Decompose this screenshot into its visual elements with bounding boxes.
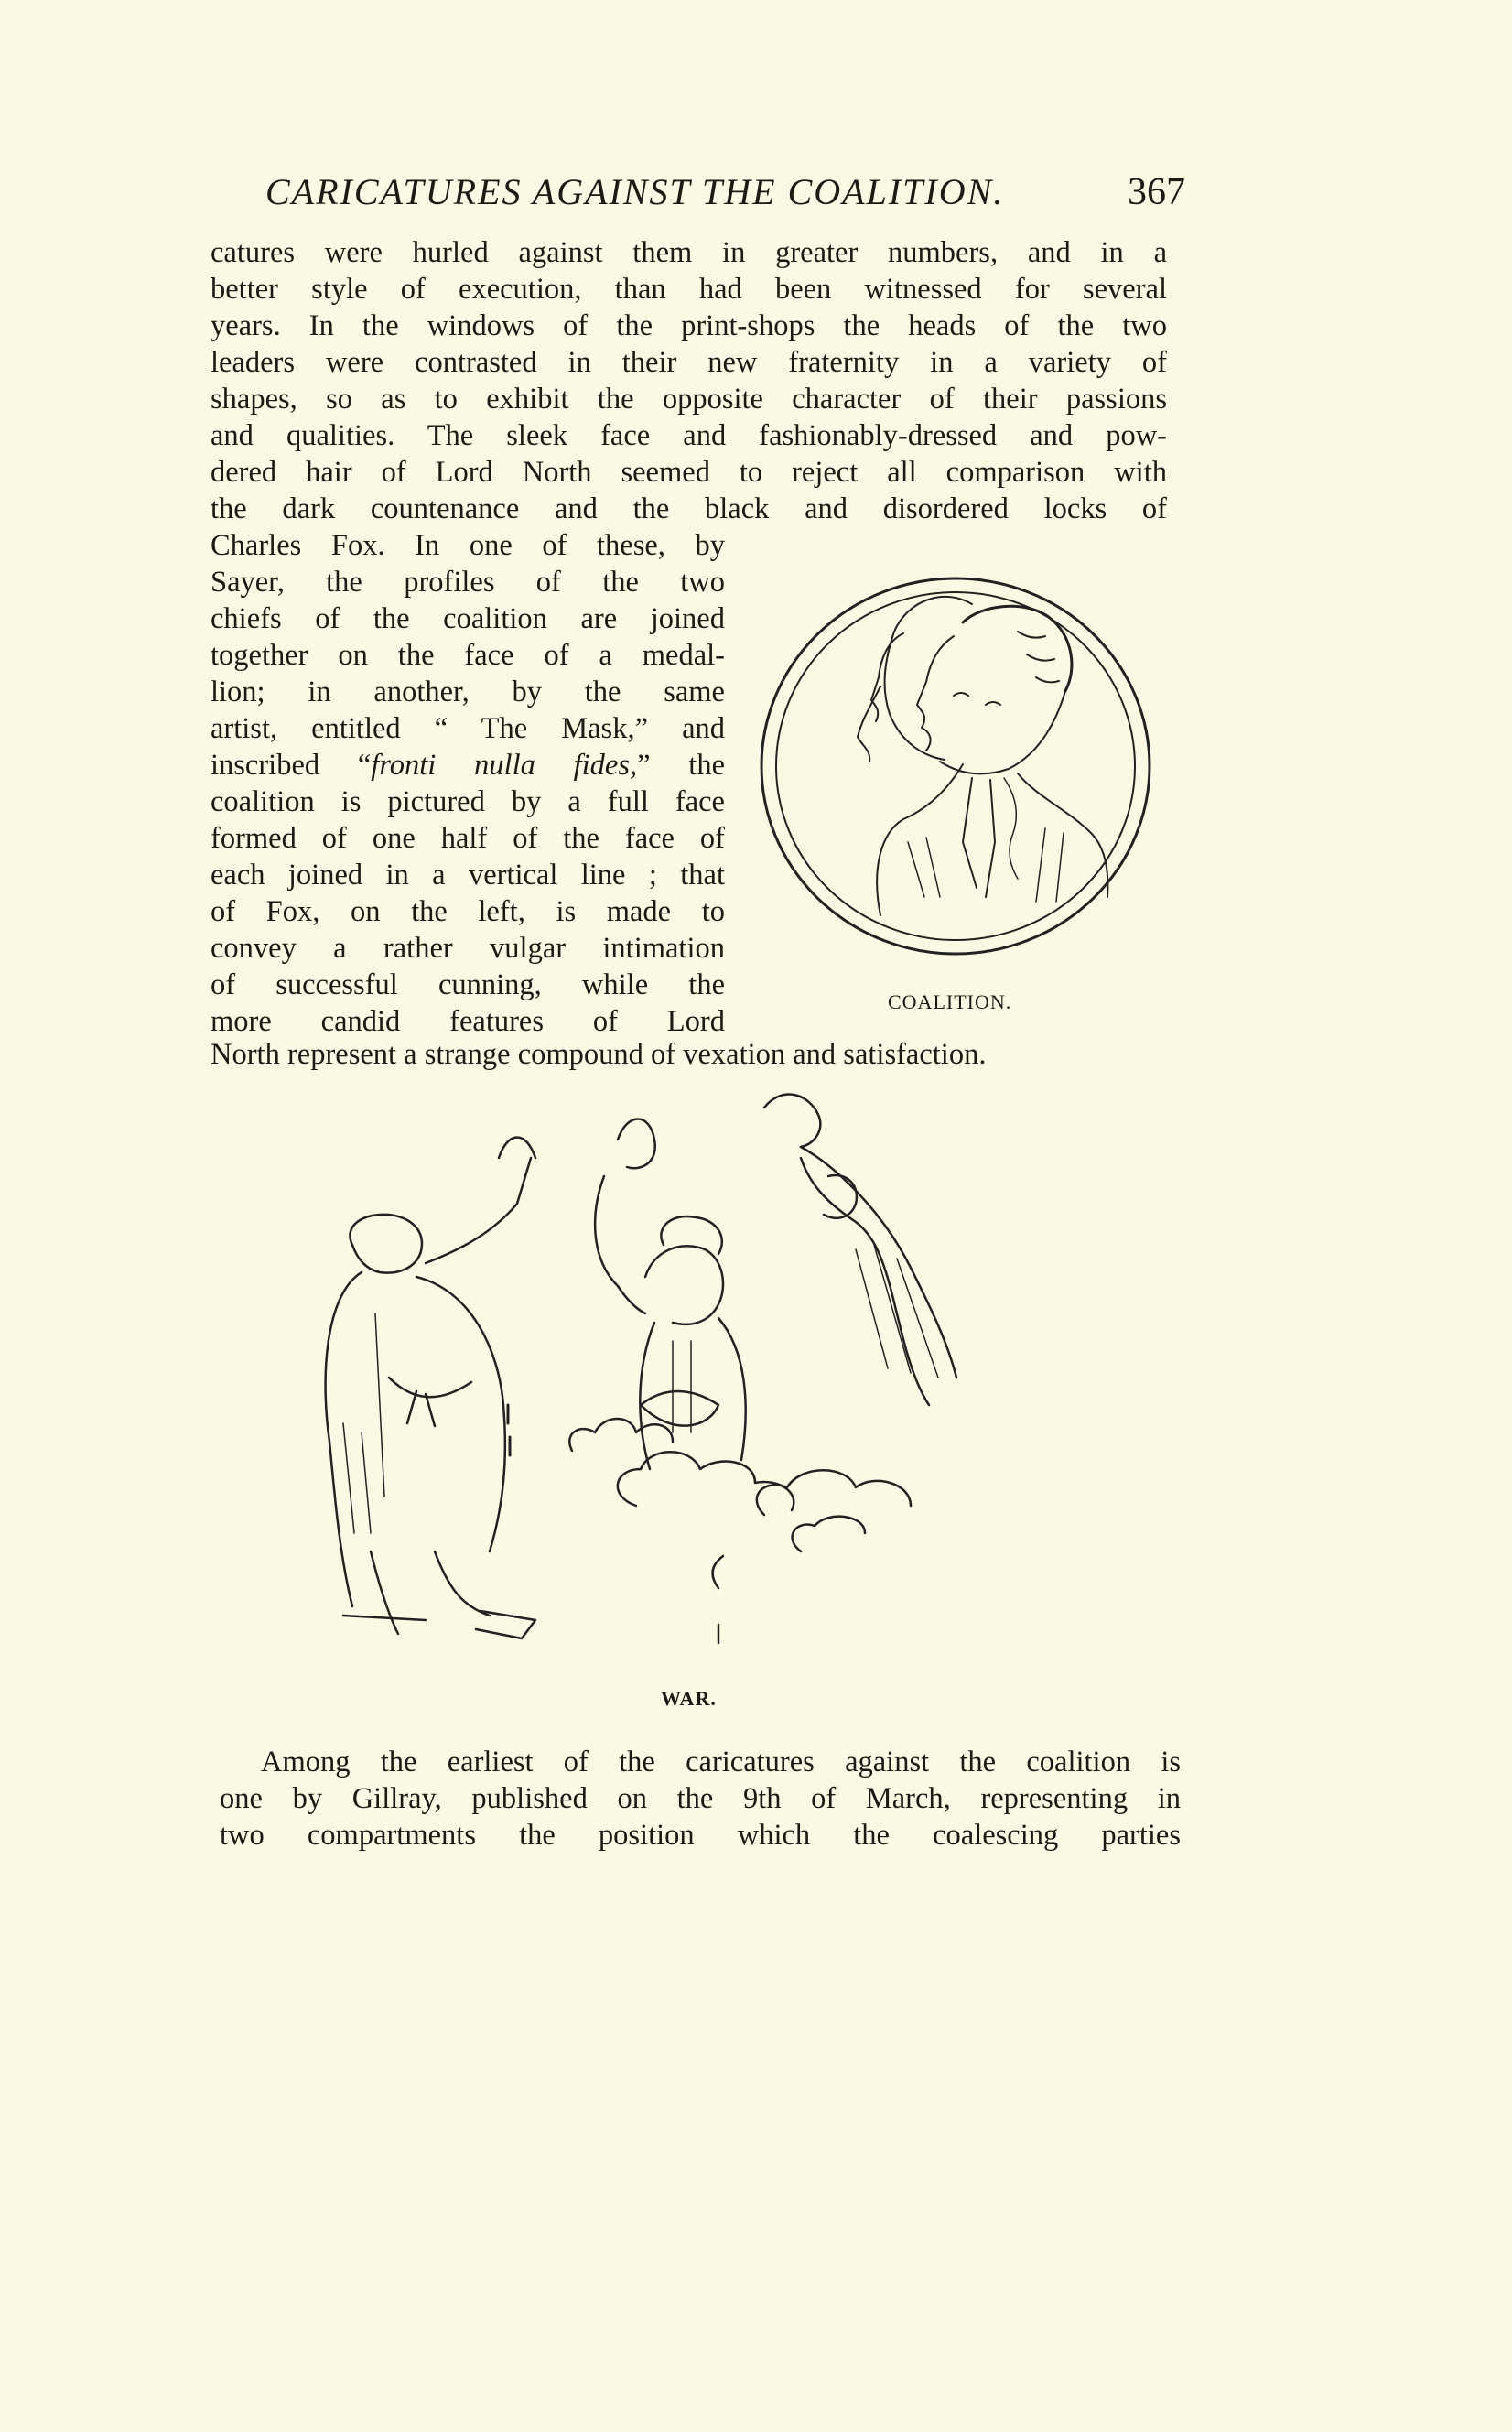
text-line: the dark countenance and the black and disordered locks of (211, 492, 1167, 525)
text-line: together on the face of a medal- (211, 639, 725, 672)
paragraph-1-tail (211, 1036, 1167, 1073)
text-line: of successful cunning, while the (211, 968, 725, 1001)
text-line: one by Gillray, published on the 9th of March, representing in (220, 1782, 1181, 1815)
text-line: more candid features of Lord (211, 1005, 725, 1038)
latin-motto: fronti nulla fides, (371, 749, 638, 782)
text-line: North represent a strange compound of vexation and satisfaction. (211, 1038, 987, 1071)
text-line: Among the earliest of the caricatures against the coalition is (261, 1746, 1181, 1778)
text-line: formed of one half of the face of (211, 822, 725, 855)
inscribed-after: ” the (637, 749, 725, 782)
text-line: coalition is pictured by a full face (211, 785, 725, 818)
running-title: CARICATURES AGAINST THE COALITION. (265, 171, 1005, 212)
text-line: artist, entitled “ The Mask,” and (211, 712, 725, 745)
inscribed-before: inscribed “ (211, 749, 372, 782)
paragraph-1 (211, 234, 1167, 527)
text-line: and qualities. The sleek face and fashionably-dressed and pow- (211, 419, 1167, 452)
text-line: dered hair of Lord North seemed to reject all comparison with (211, 456, 1167, 489)
page-number: 367 (1128, 171, 1185, 213)
text-line: leaders were contrasted in their new fraternity in a variety of (211, 346, 1167, 379)
text-line: shapes, so as to exhibit the opposite character of their passions (211, 383, 1167, 416)
war-engraving (288, 1075, 1075, 1684)
text-line: Charles Fox. In one of these, by (211, 529, 725, 562)
text-line: Sayer, the profiles of the two (211, 566, 725, 599)
text-line: of Fox, on the left, is made to (211, 895, 725, 928)
text-line: better style of execution, than had been witnessed for several (211, 273, 1167, 306)
text-line-inscribed (211, 747, 725, 784)
war-caption: WAR. (661, 1687, 717, 1710)
paragraph-2 (220, 1744, 1181, 1854)
coalition-medallion-engraving (743, 567, 1164, 970)
text-line: convey a rather vulgar intimation (211, 932, 725, 965)
paragraph-1-wrapped (211, 527, 725, 1040)
text-line: catures were hurled against them in greater numbers, and in a (211, 236, 1167, 269)
medallion-caption: COALITION. (888, 990, 1012, 1013)
page-header (265, 170, 1185, 225)
text-line: lion; in another, by the same (211, 676, 725, 708)
text-line: two compartments the position which the coalescing parties (220, 1819, 1181, 1852)
text-line: years. In the windows of the print-shops the heads of the two (211, 309, 1167, 342)
text-line: chiefs of the coalition are joined (211, 602, 725, 635)
text-line: each joined in a vertical line ; that (211, 859, 725, 892)
